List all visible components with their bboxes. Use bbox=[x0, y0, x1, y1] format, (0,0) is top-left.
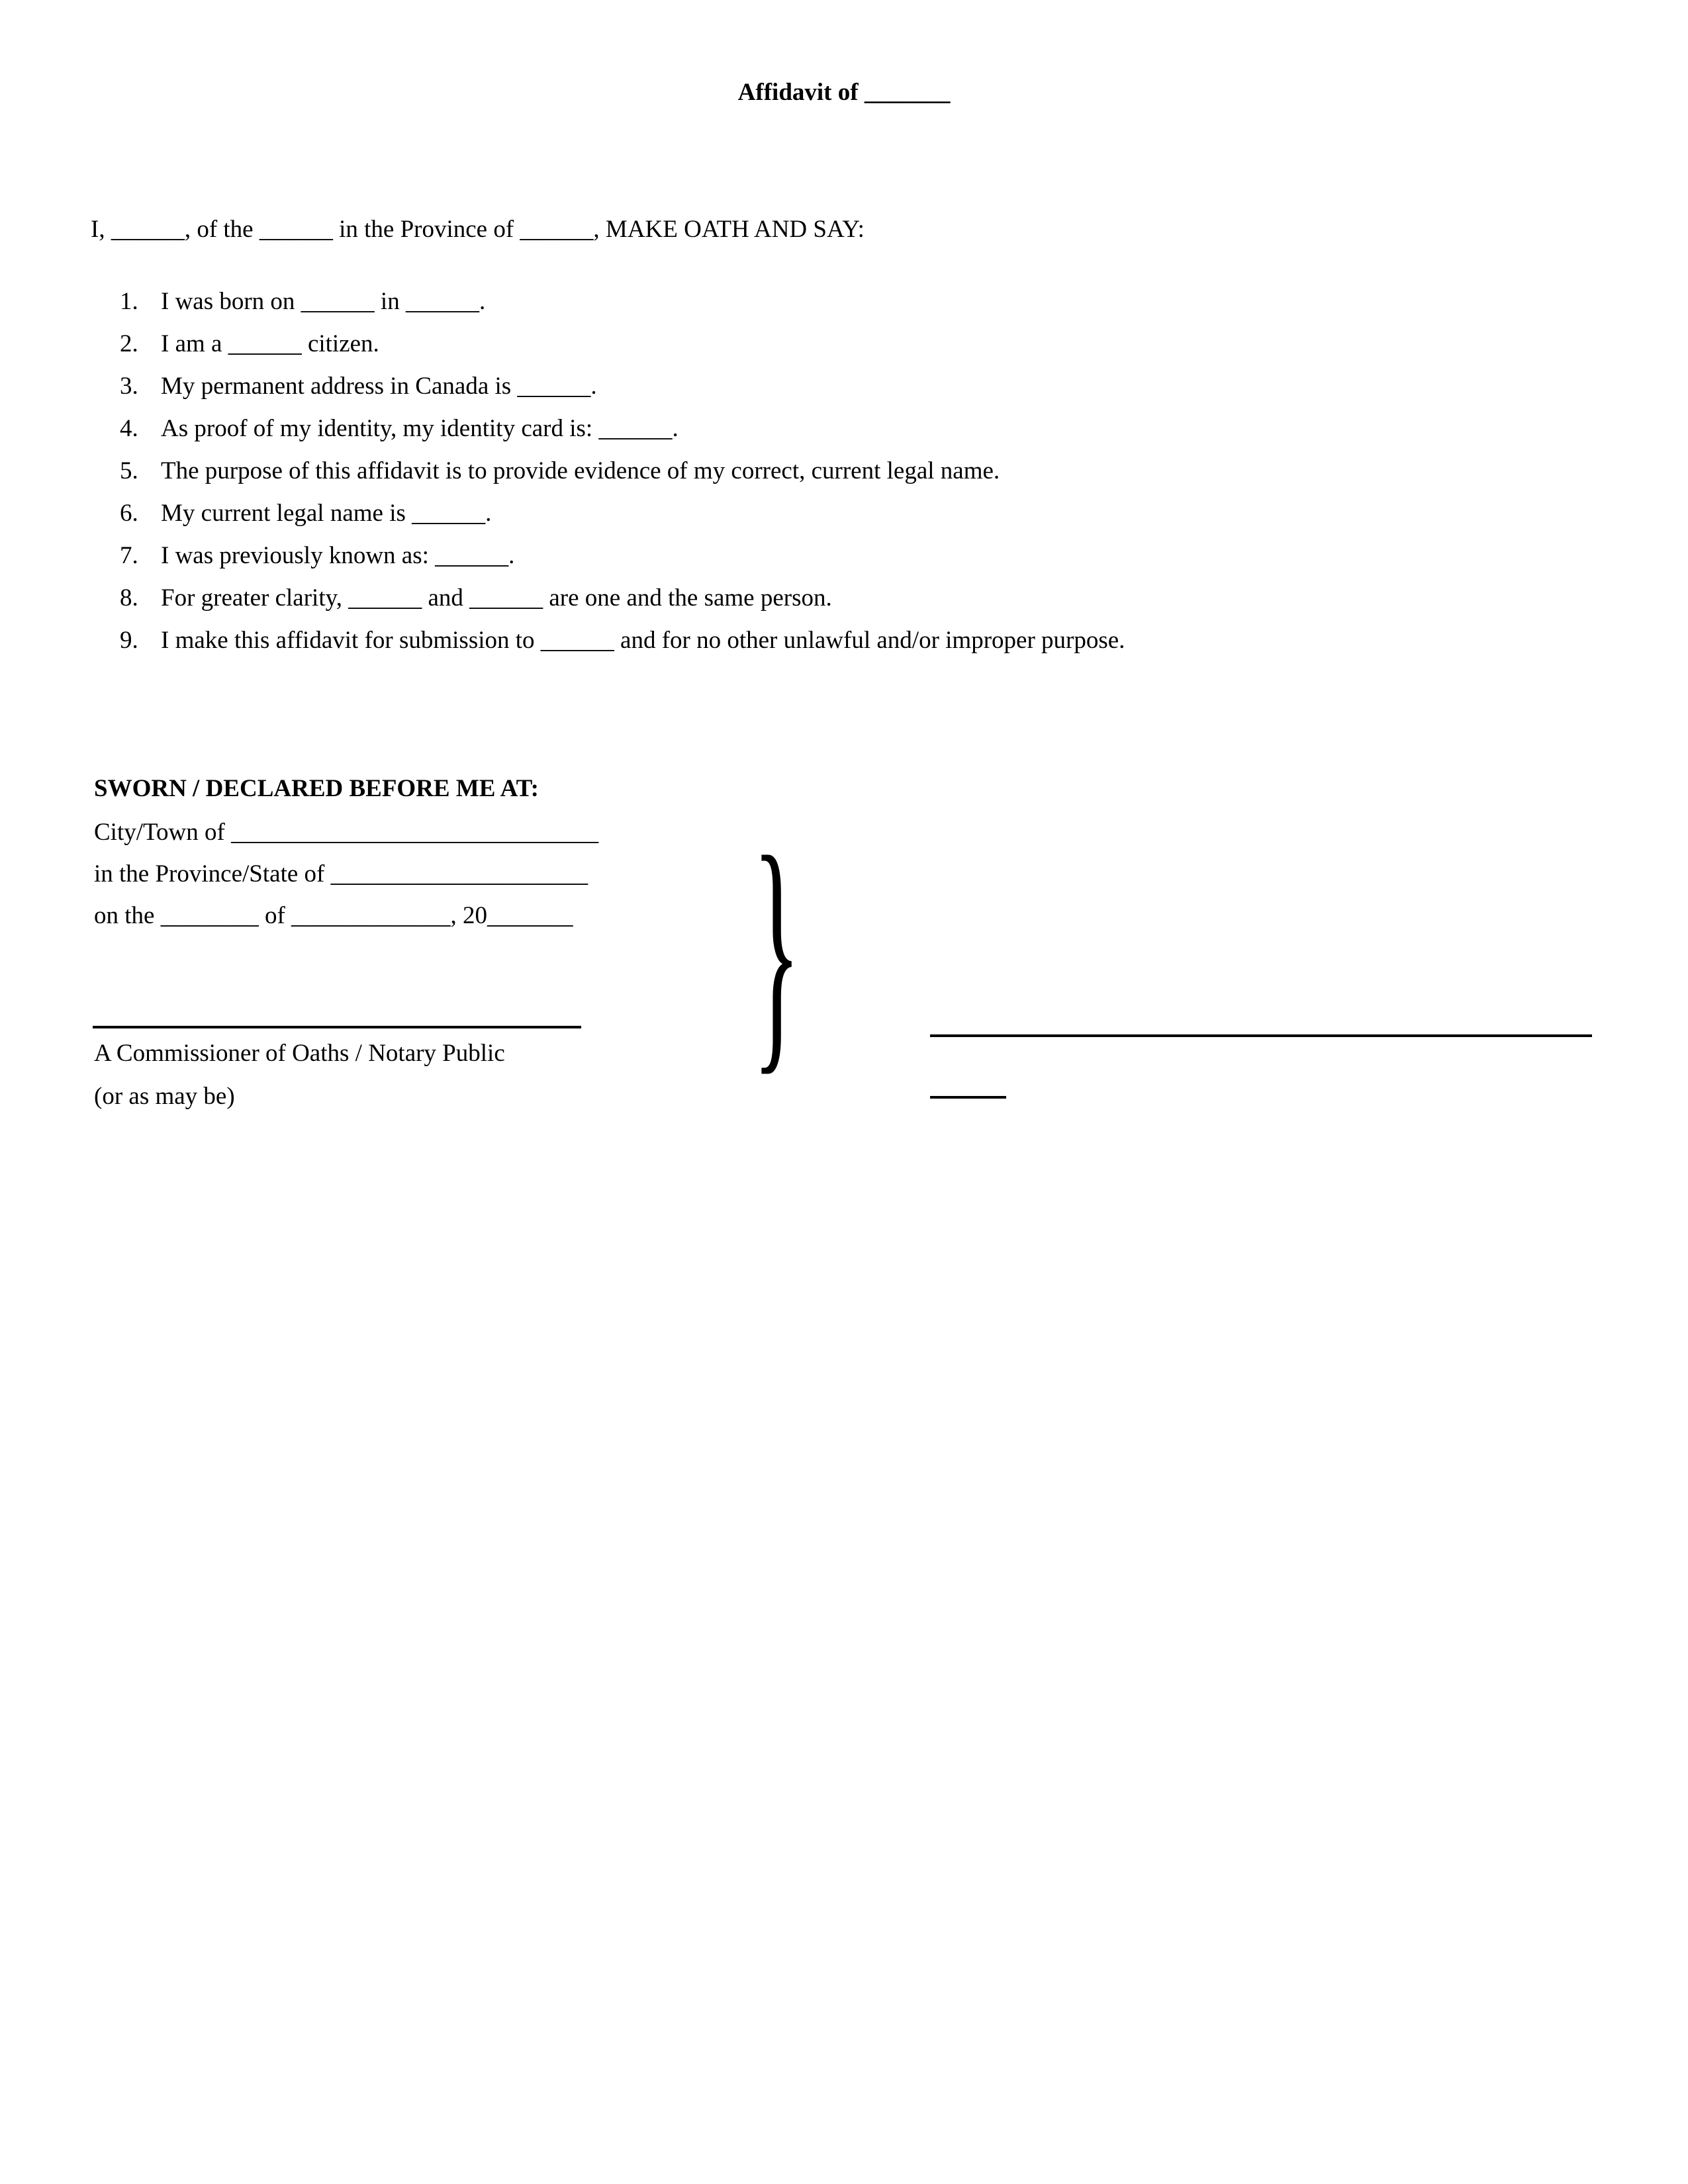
statement-number: 3. bbox=[120, 373, 138, 400]
jurat-brace: } bbox=[752, 803, 801, 1096]
opening-statement: I, ______, of the ______ in the Province of ______, MAKE OATH AND SAY: bbox=[91, 216, 865, 243]
statement-text: I was previously known as: ______. bbox=[161, 542, 515, 569]
jurat-heading: SWORN / DECLARED BEFORE ME AT: bbox=[94, 775, 539, 802]
statement-number: 6. bbox=[120, 500, 138, 527]
statement-text: My current legal name is ______. bbox=[161, 500, 492, 527]
jurat-province-line: in the Province/State of _____________________ bbox=[94, 860, 588, 887]
statement-item bbox=[120, 330, 1125, 359]
statement-text: For greater clarity, ______ and ______ are one and the same person. bbox=[161, 584, 832, 612]
statement-item bbox=[120, 287, 1125, 316]
statement-number: 4. bbox=[120, 415, 138, 442]
jurat-city-line: City/Town of ______________________________ bbox=[94, 819, 599, 846]
statement-number: 9. bbox=[120, 627, 138, 654]
statement-text: I was born on ______ in ______. bbox=[161, 288, 486, 315]
statement-number: 7. bbox=[120, 542, 138, 569]
statement-item bbox=[120, 626, 1125, 655]
statement-item bbox=[120, 457, 1125, 486]
statement-item bbox=[120, 414, 1125, 443]
statement-number: 2. bbox=[120, 330, 138, 357]
deponent-short-blank bbox=[930, 1096, 1006, 1099]
statement-number: 1. bbox=[120, 288, 138, 315]
statement-number: 8. bbox=[120, 584, 138, 612]
document-title: Affidavit of _______ bbox=[737, 79, 951, 106]
statement-item bbox=[120, 372, 1125, 401]
statement-item bbox=[120, 499, 1125, 528]
statement-text: My permanent address in Canada is ______. bbox=[161, 373, 597, 400]
statement-text: I am a ______ citizen. bbox=[161, 330, 379, 357]
statement-text: As proof of my identity, my identity card is: ______. bbox=[161, 415, 679, 442]
jurat-date-line: on the ________ of _____________, 20_______ bbox=[94, 902, 573, 929]
statement-item bbox=[120, 584, 1125, 613]
statement-text: The purpose of this affidavit is to provide evidence of my correct, current legal name. bbox=[161, 457, 1000, 484]
statements-list bbox=[120, 287, 1125, 668]
statement-item bbox=[120, 541, 1125, 570]
deponent-signature-line bbox=[930, 1034, 1592, 1037]
commissioner-signature-line bbox=[93, 1026, 581, 1028]
statement-text: I make this affidavit for submission to ______ and for no other unlawful and/or improper purpose. bbox=[161, 627, 1125, 654]
commissioner-note: (or as may be) bbox=[94, 1083, 235, 1110]
commissioner-title: A Commissioner of Oaths / Notary Public bbox=[94, 1040, 505, 1067]
statement-number: 5. bbox=[120, 457, 138, 484]
